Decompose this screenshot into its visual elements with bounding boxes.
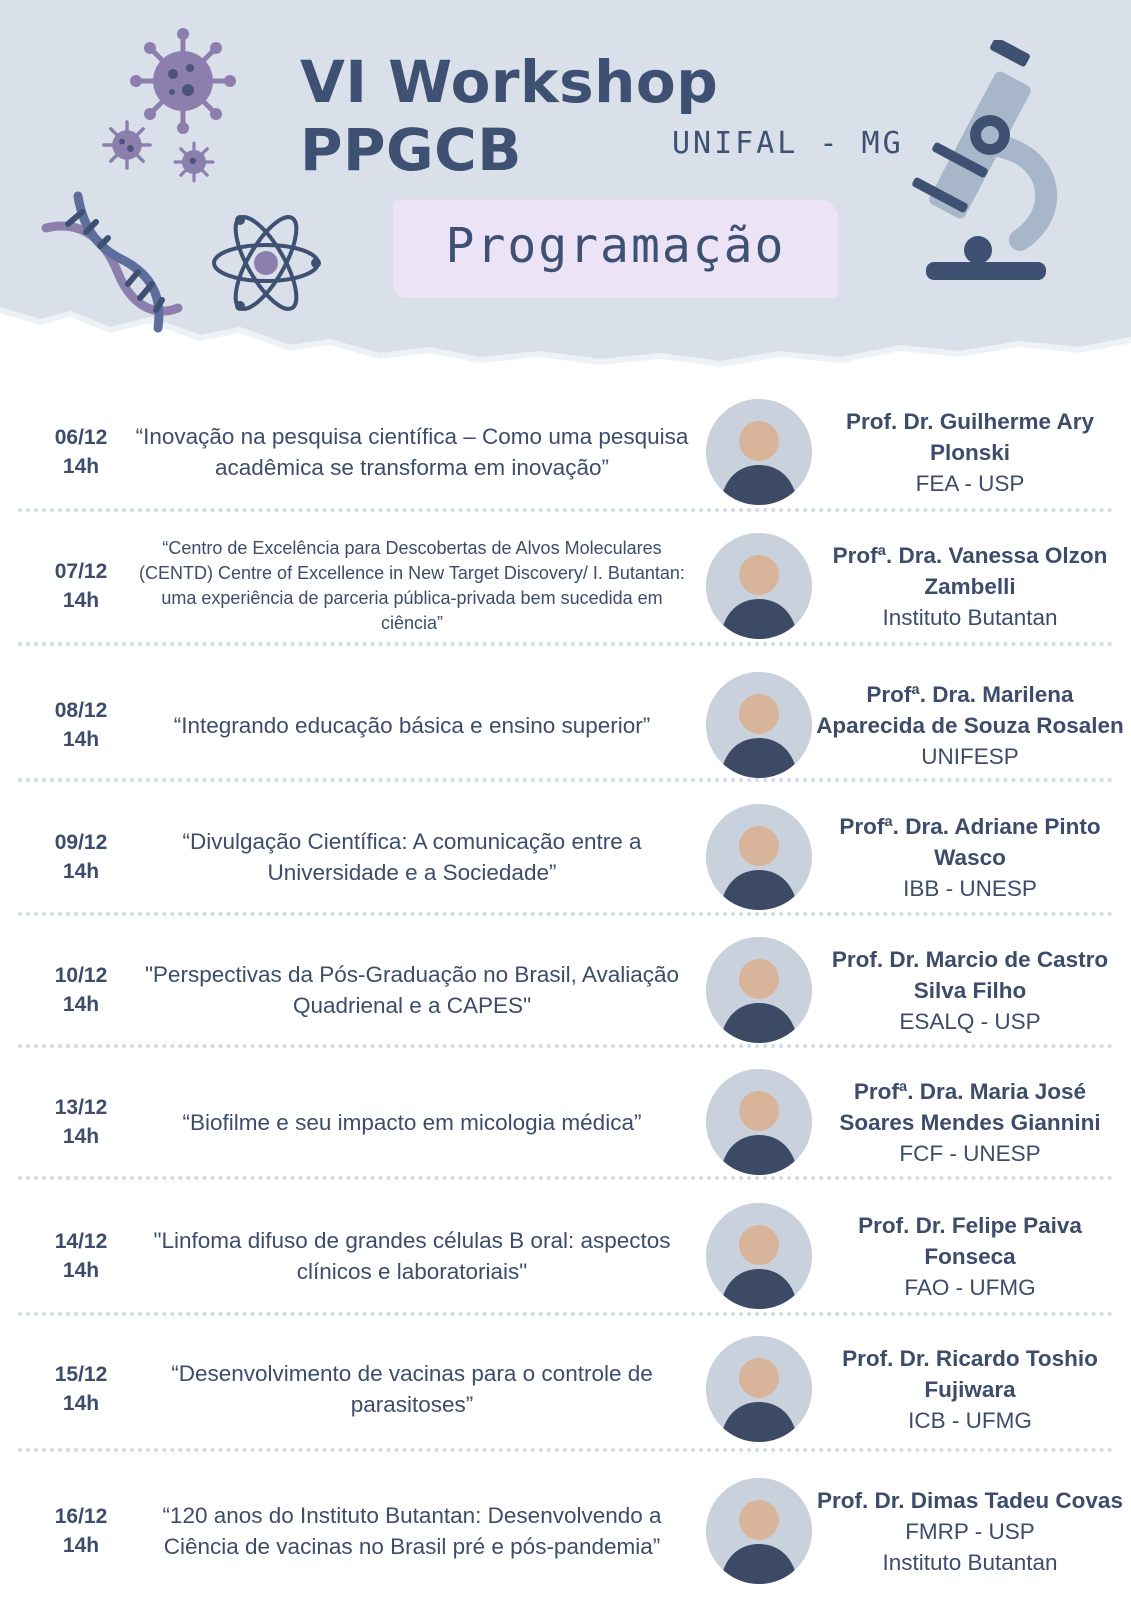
speaker-info xyxy=(815,811,1125,904)
session-time: 14h xyxy=(62,993,100,1016)
session-day: 14/12 xyxy=(54,1230,108,1253)
speaker-photo xyxy=(706,533,812,639)
section-label: Programação xyxy=(445,218,786,274)
speaker-institution: FAO - UFMG xyxy=(904,1274,1036,1300)
virus-icon xyxy=(100,118,154,172)
schedule-row xyxy=(0,930,1131,1050)
speaker-name: Prof. Dr. Ricardo Toshio Fujiwara xyxy=(842,1345,1098,1402)
schedule-row xyxy=(0,798,1131,916)
dotted-separator xyxy=(18,1448,1113,1452)
dotted-separator xyxy=(18,912,1113,916)
schedule-row xyxy=(0,392,1131,512)
dotted-separator xyxy=(18,1312,1113,1316)
schedule-row xyxy=(0,526,1131,646)
speaker-name: Prof. Dr. Marcio de Castro Silva Filho xyxy=(831,946,1109,1003)
speaker-name: Prof. Dr. Guilherme Ary Plonski xyxy=(846,408,1094,465)
speaker-photo xyxy=(706,1203,812,1309)
session-time: 14h xyxy=(62,455,100,478)
session-day: 15/12 xyxy=(54,1363,108,1386)
speaker-photo xyxy=(706,1069,812,1175)
speaker-institution: FMRP - USP Instituto Butantan xyxy=(882,1518,1058,1575)
talk-title: “Divulgação Científica: A comunicação entre a Universidade e a Sociedade” xyxy=(182,829,642,885)
dotted-separator xyxy=(18,778,1113,782)
speaker-institution: ICB - UFMG xyxy=(908,1407,1032,1433)
schedule-row xyxy=(0,658,1131,792)
talk-title: “Centro de Excelência para Descobertas de Alvos Moleculares (CENTD) Centre of Excellence in New Target Discovery/ I. Butantan: uma experiência de parceria pública-privada bem sucedida em ciência” xyxy=(139,538,685,633)
schedule-row xyxy=(0,1466,1131,1596)
session-date xyxy=(36,696,126,754)
dotted-separator xyxy=(18,1044,1113,1048)
speaker-photo xyxy=(706,672,812,778)
speaker-name: Profª. Dra. Marilena Aparecida de Souza Rosalen xyxy=(816,681,1124,738)
microscope-icon xyxy=(890,40,1080,290)
talk-title: “Integrando educação básica e ensino superior” xyxy=(173,712,651,738)
session-time: 14h xyxy=(62,1259,100,1282)
talk-title: “Biofilme e seu impacto em micologia médica” xyxy=(182,1109,642,1135)
speaker-institution: FEA - USP xyxy=(915,470,1025,496)
session-time: 14h xyxy=(62,589,100,612)
speaker-info xyxy=(815,406,1125,499)
session-day: 07/12 xyxy=(54,560,108,583)
speaker-institution: FCF - UNESP xyxy=(899,1140,1041,1166)
speaker-institution: IBB - UNESP xyxy=(903,875,1037,901)
dotted-separator xyxy=(18,642,1113,646)
speaker-name: Prof. Dr. Dimas Tadeu Covas xyxy=(817,1487,1123,1513)
speaker-name: Profª. Dra. Vanessa Olzon Zambelli xyxy=(832,542,1108,599)
session-date xyxy=(36,1360,126,1418)
schedule-row xyxy=(0,1330,1131,1448)
session-date xyxy=(36,1502,126,1560)
session-date xyxy=(36,423,126,481)
session-day: 16/12 xyxy=(54,1505,108,1528)
speaker-institution: UNIFESP xyxy=(921,743,1019,769)
page-title: VI Workshop PPGCB xyxy=(300,48,719,184)
session-day: 09/12 xyxy=(54,831,108,854)
session-day: 13/12 xyxy=(54,1096,108,1119)
talk-title: “Inovação na pesquisa científica – Como uma pesquisa acadêmica se transforma em inovação” xyxy=(135,424,689,480)
session-date xyxy=(36,1227,126,1285)
session-time: 14h xyxy=(62,860,100,883)
dotted-separator xyxy=(18,508,1113,512)
speaker-name: Prof. Dr. Felipe Paiva Fonseca xyxy=(858,1212,1082,1269)
speaker-photo xyxy=(706,1478,812,1584)
talk-title: “120 anos do Instituto Butantan: Desenvolvendo a Ciência de vacinas no Brasil pré e pós-pandemia” xyxy=(162,1503,662,1559)
speaker-photo xyxy=(706,937,812,1043)
speaker-photo xyxy=(706,1336,812,1442)
speaker-info xyxy=(815,1343,1125,1436)
speaker-info xyxy=(815,1076,1125,1169)
speaker-name: Profª. Dra. Maria José Soares Mendes Giannini xyxy=(839,1078,1101,1135)
session-day: 06/12 xyxy=(54,426,108,449)
speaker-info xyxy=(815,944,1125,1037)
schedule-row xyxy=(0,1196,1131,1316)
talk-title: “Desenvolvimento de vacinas para o controle de parasitoses” xyxy=(171,1361,653,1417)
speaker-info xyxy=(815,1210,1125,1303)
speaker-info xyxy=(815,679,1125,772)
atom-icon xyxy=(208,208,324,318)
speaker-institution: Instituto Butantan xyxy=(882,604,1058,630)
virus-icon xyxy=(172,140,216,184)
session-time: 14h xyxy=(62,1392,100,1415)
speaker-info xyxy=(815,540,1125,633)
session-day: 08/12 xyxy=(54,699,108,722)
session-time: 14h xyxy=(62,1125,100,1148)
dna-icon xyxy=(38,188,188,338)
schedule-row xyxy=(0,1062,1131,1182)
session-time: 14h xyxy=(62,1534,100,1557)
session-date xyxy=(36,828,126,886)
session-date xyxy=(36,1093,126,1151)
speaker-info xyxy=(815,1485,1125,1578)
speaker-photo xyxy=(706,804,812,910)
talk-title: "Linfoma difuso de grandes células B oral: aspectos clínicos e laboratoriais" xyxy=(153,1228,671,1284)
session-date xyxy=(36,557,126,615)
talk-title: "Perspectivas da Pós-Graduação no Brasil, Avaliação Quadrienal e a CAPES" xyxy=(144,962,680,1018)
page-subtitle: UNIFAL - MG xyxy=(672,126,904,161)
session-day: 10/12 xyxy=(54,964,108,987)
session-date xyxy=(36,961,126,1019)
dotted-separator xyxy=(18,1176,1113,1180)
speaker-name: Profª. Dra. Adriane Pinto Wasco xyxy=(839,813,1101,870)
session-time: 14h xyxy=(62,728,100,751)
speaker-photo xyxy=(706,399,812,505)
speaker-institution: ESALQ - USP xyxy=(899,1008,1041,1034)
